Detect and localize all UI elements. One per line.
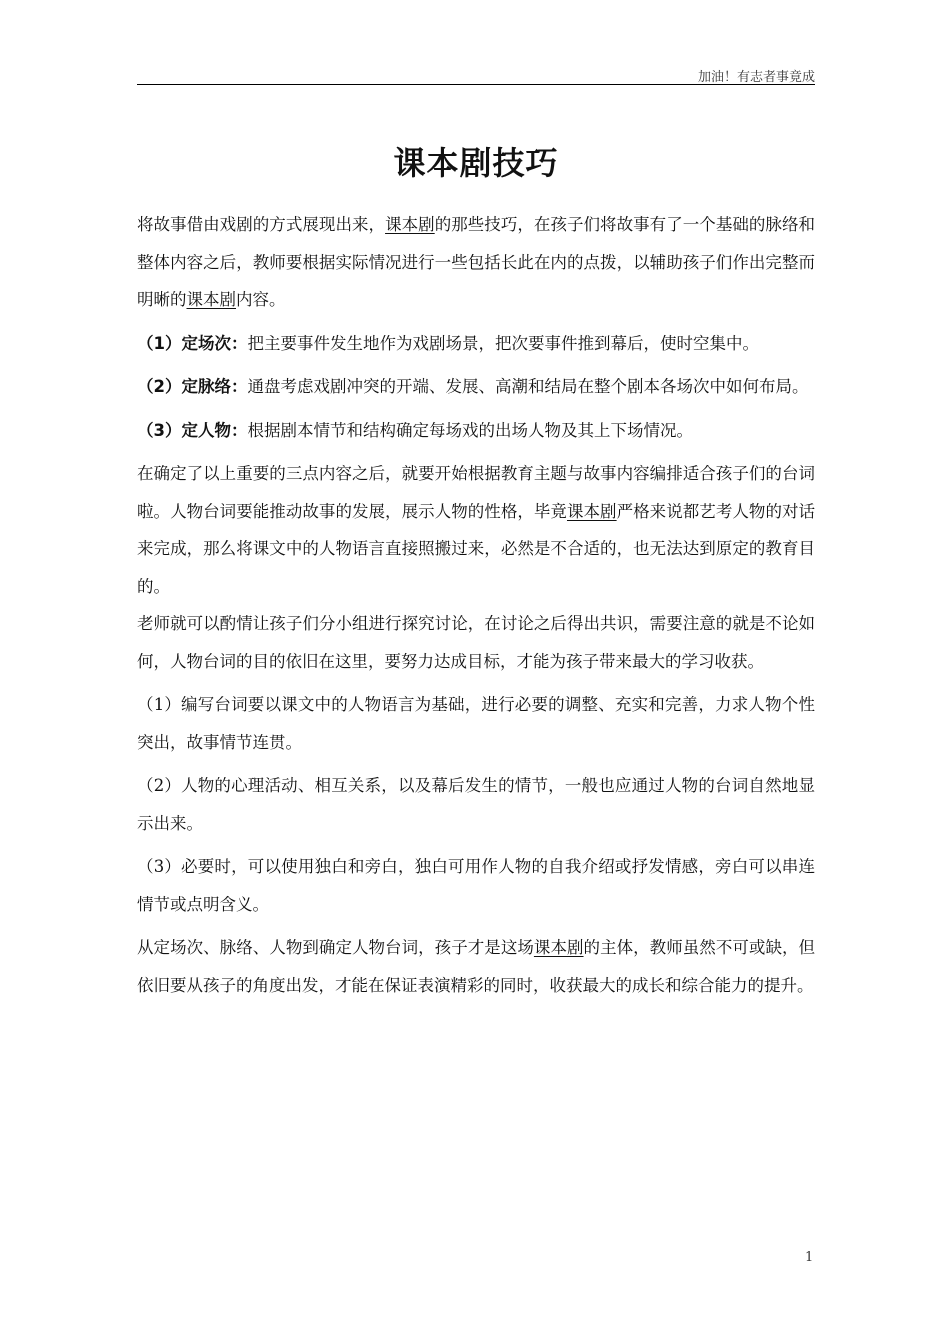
link-kebenju[interactable]: 课本剧: [566, 501, 617, 521]
link-kebenju[interactable]: 课本剧: [186, 290, 236, 309]
rule-3: （3）必要时，可以使用独白和旁白，独白可用作人物的自我介绍或抒发情感，旁白可以串连情节或点明含义。: [137, 857, 815, 914]
step-3: （3）定人物：根据剧本情节和结构确定每场戏的出场人物及其上下场情况。: [137, 420, 693, 440]
document-title: 课本剧技巧: [393, 144, 559, 182]
step-label: （2）定脉络：: [137, 377, 248, 396]
intro-paragraph: 将故事借由戏剧的方式展现出来，课本剧的那些技巧，在孩子们将故事有了一个基础的脉络和整体内容之后，教师要根据实际情况进行一些包括长此在内的点拨，以辅助孩子们作出完整而明晰的课本剧内容。: [137, 215, 816, 309]
discussion-paragraph: 老师就可以酌情让孩子们分小组进行探究讨论，在讨论之后得出共识，需要注意的就是不论如何，人物台词的目的依旧在这里，要努力达成目标，才能为孩子带来最大的学习收获。: [137, 614, 815, 671]
step-label: （3）定人物：: [137, 420, 248, 440]
step-label: （1）定场次：: [137, 333, 248, 353]
header-motto: 加油！有志者事竟成: [697, 70, 815, 85]
page-number: 1: [805, 1250, 814, 1265]
rule-1: （1）编写台词要以课文中的人物语言为基础，进行必要的调整、充实和完善，力求人物个性突出，故事情节连贯。: [137, 695, 815, 752]
step-1: （1）定场次：把主要事件发生地作为戏剧场景，把次要事件推到幕后，使时空集中。: [137, 333, 759, 353]
document-body: [137, 206, 815, 1004]
step-2: （2）定脉络：通盘考虑戏剧冲突的开端、发展、高潮和结局在整个剧本各场次中如何布局。: [137, 377, 809, 396]
page-header: [137, 62, 815, 85]
link-kebenju[interactable]: 课本剧: [385, 215, 435, 234]
dialogue-paragraph: 在确定了以上重要的三点内容之后，就要开始根据教育主题与故事内容编排适合孩子们的台词啦。人物台词要能推动故事的发展，展示人物的性格，毕竟课本剧严格来说都艺考人物的对话来完成，那么将课文中的人物语言直接照搬过来，必然是不合适的，也无法达到原定的教育目的。: [137, 464, 816, 596]
conclusion-paragraph: 从定场次、脉络、人物到确定人物台词，孩子才是这场课本剧的主体，教师虽然不可或缺，但依旧要从孩子的角度出发，才能在保证表演精彩的同时，收获最大的成长和综合能力的提升。: [137, 938, 816, 995]
rule-2: （2）人物的心理活动、相互关系，以及幕后发生的情节，一般也应通过人物的台词自然地显示出来。: [137, 776, 815, 833]
link-kebenju[interactable]: 课本剧: [533, 938, 584, 957]
